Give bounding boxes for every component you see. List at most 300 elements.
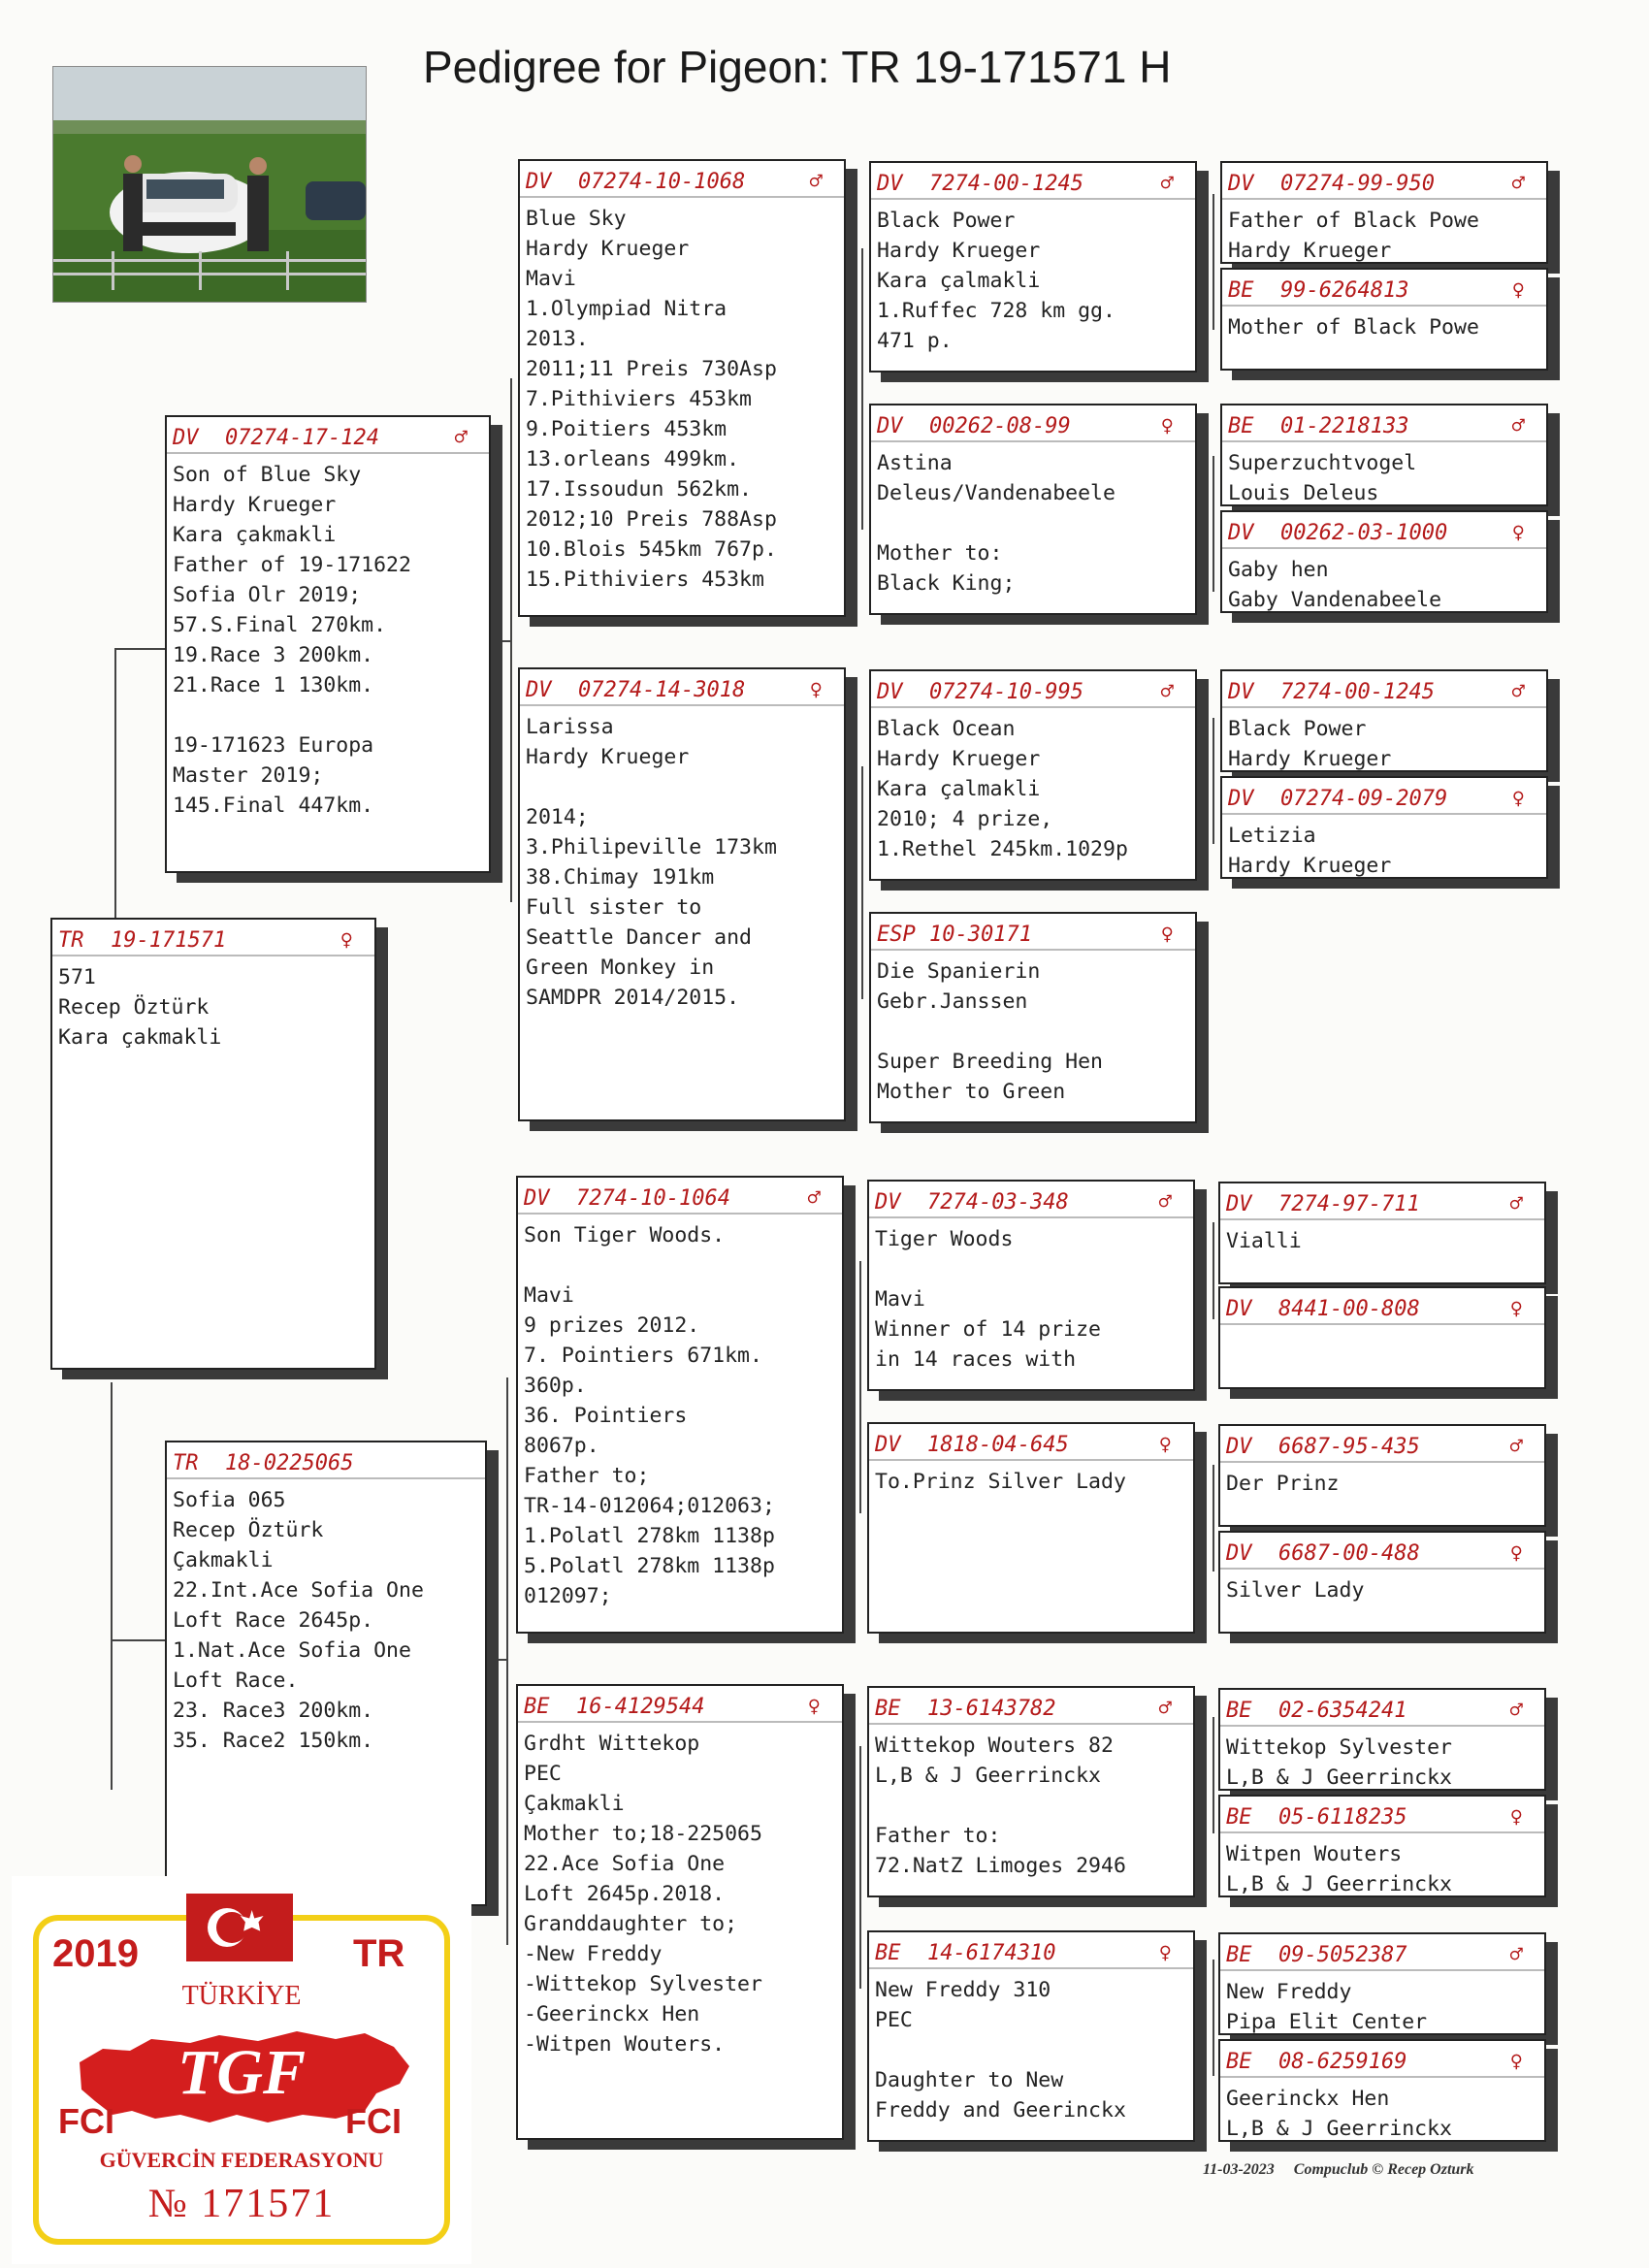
connector [861,248,863,530]
pedigree-line: Kara çakmakli [173,523,337,547]
country-code: DV [524,1185,550,1211]
pedigree-line: Wittekop Wouters 82 [875,1733,1114,1758]
ring-number: 07274-10-1068 [578,169,746,194]
ring-number: 00262-03-1000 [1280,520,1448,545]
pedigree-line: 35. Race2 150km. [173,1729,374,1753]
pedigree-line: Gaby Vandenabeele [1228,588,1442,612]
pedigree-line [877,1017,1189,1047]
country-code: BE [524,1694,550,1719]
pedigree-header [869,1694,1193,1725]
pedigree-line: Daughter to New [875,2068,1064,2092]
ring-number: 8441-00-808 [1278,1296,1420,1321]
pedigree-header [518,1692,842,1723]
sex-icon: ♀ [1511,520,1525,545]
pedigree-line: 7. Pointiers 671km. [524,1344,762,1368]
pedigree-header [1222,518,1546,549]
pedigree-line: Master 2019; [173,763,324,788]
pedigree-line: Tiger Woods [875,1227,1014,1251]
ring-number: 00262-08-99 [929,413,1071,438]
pedigree-line: Der Prinz [1226,1472,1340,1496]
pedigree-line: 360p. [524,1374,587,1398]
pedigree-g1 [1220,161,1548,264]
ring-number: 7274-10-1064 [576,1185,730,1211]
pedigree-line: 2013. [526,327,589,351]
pedigree-header [52,925,374,956]
country-code: BE [1228,413,1254,438]
pedigree-line: Astina [877,451,953,475]
pedigree-line: L,B & J Geerrinckx [1226,1872,1452,1896]
pedigree-line: 145.Final 447km. [173,794,374,818]
pedigree-mother [165,1441,487,1906]
country-code: DV [877,171,903,196]
pedigree-g4 [1220,510,1548,613]
country-code: DV [1226,1296,1252,1321]
pedigree-line: 72.NatZ Limoges 2946 [875,1854,1126,1878]
pedigree-line: Hardy Krueger [1228,854,1392,878]
pedigree-line: -New Freddy [524,1942,663,1966]
pedigree-line: 10.Blois 545km 767p. [526,537,777,562]
sex-icon: ♂ [1158,1189,1172,1215]
pedigree-line: Full sister to [526,895,702,920]
sex-icon: ♀ [1509,1296,1523,1321]
pedigree-line: Hardy Krueger [526,745,690,769]
pedigree-line: 1.Olympiad Nitra [526,297,728,321]
ring-number: 7274-00-1245 [929,171,1083,196]
pedigree-fm [518,667,846,1121]
pedigree-line: PEC [875,2008,913,2032]
pedigree-line: Gebr.Janssen [877,989,1028,1014]
sticker-year: 2019 [52,1932,139,1975]
pedigree-line: Sofia 065 [173,1488,286,1512]
connector [114,648,165,650]
ring-number: 6687-00-488 [1278,1540,1420,1566]
pedigree-line: Green Monkey in [526,956,715,980]
pedigree-line [875,1254,1187,1284]
pedigree-line: Witpen Wouters [1226,1842,1403,1866]
sex-icon: ♂ [1511,679,1525,704]
pedigree-line: To.Prinz Silver Lady [875,1470,1126,1494]
pedigree-line: 1.Nat.Ace Sofia One [173,1638,411,1663]
pedigree-line: -Witpen Wouters. [524,2032,726,2057]
connector [506,1377,508,1945]
sticker-country: TÜRKİYE [181,1981,302,2011]
pedigree-g13 [1218,1688,1546,1791]
pedigree-line: Geerinckx Hen [1226,2087,1390,2111]
connector [1212,718,1214,844]
connector [491,1659,506,1661]
ring-number: 7274-00-1245 [1280,679,1435,704]
country-code: BE [1226,1698,1252,1723]
pedigree-line: 1.Rethel 245km.1029p [877,837,1128,861]
pedigree-fff [869,161,1197,373]
pedigree-line: -Geerinckx Hen [524,2002,700,2026]
pedigree-line: SAMDPR 2014/2015. [526,986,740,1010]
pedigree-subject [50,918,376,1370]
country-code: DV [875,1432,901,1457]
pedigree-line: New Freddy 310 [875,1978,1051,2002]
page-title: Pedigree for Pigeon: TR 19-171571 H [423,42,1172,92]
sticker-fci-right: FCI [345,2101,402,2141]
country-code: BE [875,1696,901,1721]
ring-number: 16-4129544 [576,1694,705,1719]
country-code: DV [526,169,552,194]
pedigree-line: Black King; [877,571,1016,596]
sex-icon: ♀ [1160,413,1174,438]
sex-icon: ♂ [1509,1191,1523,1216]
pedigree-line: Gaby hen [1228,558,1329,582]
sex-icon: ♀ [1511,786,1525,811]
ring-number: 6687-95-435 [1278,1434,1420,1459]
pedigree-line: Deleus/Vandenabeele [877,481,1116,505]
pedigree-line: L,B & J Geerrinckx [1226,1766,1452,1790]
ring-number: 7274-03-348 [927,1189,1069,1215]
pedigree-line: Mavi [524,1283,574,1308]
sex-icon: ♀ [340,927,353,953]
sex-icon: ♀ [1509,1804,1523,1830]
pedigree-line: Loft Race 2645p. [173,1608,374,1633]
owner-photo [52,66,367,303]
pedigree-line: Mother of Black Powe [1228,315,1479,340]
pedigree-line: Recep Öztürk [58,995,210,1020]
pedigree-line: 9 prizes 2012. [524,1313,700,1338]
pedigree-g3 [1220,404,1548,506]
ring-number: 02-6354241 [1278,1698,1407,1723]
country-code: DV [875,1189,901,1215]
ring-number: 1818-04-645 [927,1432,1069,1457]
sex-icon: ♂ [1509,1434,1523,1459]
pedigree-mmf [867,1686,1195,1897]
country-code: DV [877,679,903,704]
ring-number: 07274-14-3018 [578,677,746,702]
sex-icon: ♀ [807,1694,821,1719]
country-code: DV [173,425,199,450]
pedigree-line: Hardy Krueger [1228,747,1392,771]
sticker-fci-left: FCI [58,2101,114,2141]
pedigree-header [167,1448,485,1479]
pedigree-line: 21.Race 1 130km. [173,673,374,697]
pedigree-line: Vialli [1226,1229,1302,1253]
ring-number: 05-6118235 [1278,1804,1407,1830]
country-code: DV [1226,1540,1252,1566]
ring-number: 07274-09-2079 [1280,786,1448,811]
pedigree-header [1220,1432,1544,1463]
pedigree-line: Hardy Krueger [1228,239,1392,263]
ring-sticker [12,1876,471,2264]
pedigree-line: Letizia [1228,824,1316,848]
pedigree-mff [867,1180,1195,1391]
sex-icon: ♀ [1160,922,1174,947]
country-code: DV [1226,1191,1252,1216]
connector [1212,194,1214,330]
pedigree-line: Mavi [875,1287,925,1312]
pedigree-line: Recep Öztürk [173,1518,324,1542]
pedigree-line: 13.orleans 499km. [526,447,740,471]
ring-number: 08-6259169 [1278,2049,1407,2074]
pedigree-line: Father to: [875,1824,1001,1848]
print-date: 11-03-2023 [1203,2161,1275,2178]
sex-icon: ♂ [1158,1696,1172,1721]
pedigree-mf [516,1176,844,1634]
pedigree-header [871,920,1195,951]
pedigree-header [1222,169,1546,200]
pedigree-header [1220,1802,1544,1833]
pedigree-header [871,169,1195,200]
sex-icon: ♂ [1160,171,1174,196]
pedigree-line: Hardy Krueger [877,239,1041,263]
pedigree-line [173,700,483,730]
pedigree-line: -Wittekop Sylvester [524,1972,762,1996]
ring-number: 09-5052387 [1278,1942,1407,1967]
pedigree-g9 [1218,1182,1546,1284]
pedigree-header [1222,411,1546,442]
pedigree-header [869,1938,1193,1969]
ring-number: 19-171571 [111,927,227,953]
connector [859,1261,861,1513]
pedigree-line: 2010; 4 prize, [877,807,1053,831]
ring-number: 07274-99-950 [1280,171,1435,196]
ring-number: 01-2218133 [1280,413,1409,438]
pedigree-line: 22.Ace Sofia One [524,1852,726,1876]
pedigree-line: 23. Race3 200km. [173,1699,374,1723]
pedigree-line: Mother to;18-225065 [524,1822,762,1846]
pedigree-line: Kara çakmakli [58,1025,222,1050]
pedigree-g11 [1218,1424,1546,1527]
pedigree-line: 36. Pointiers [524,1404,688,1428]
pedigree-g6 [1220,776,1548,879]
pedigree-line: 9.Poitiers 453km [526,417,728,441]
connector [1212,1717,1214,1833]
pedigree-line: 8067p. [524,1434,599,1458]
sex-icon: ♀ [1511,277,1525,303]
country-code: DV [1228,520,1254,545]
pedigree-header [1222,677,1546,708]
pedigree-line: Loft Race. [173,1669,299,1693]
pedigree-line: 571 [58,965,96,989]
pedigree-header [520,167,844,198]
pedigree-mm [516,1684,844,2140]
country-code: BE [1226,1942,1252,1967]
pedigree-header [1220,1940,1544,1971]
pedigree-line [875,1791,1187,1821]
pedigree-line: Louis Deleus [1228,481,1379,505]
pedigree-line: Son Tiger Woods. [524,1223,726,1247]
connector [510,378,512,902]
sticker-org: TGF [178,2037,306,2108]
ring-number: 13-6143782 [927,1696,1056,1721]
ring-number: 7274-97-711 [1278,1191,1420,1216]
sticker-code: TR [353,1932,405,1975]
pedigree-line: 1.Polatl 278km 1138p [524,1524,775,1548]
connector [114,648,116,918]
sticker-federation: GÜVERCİN FEDERASYONU [99,2148,384,2172]
country-code: BE [1226,1804,1252,1830]
pedigree-header [1220,1696,1544,1727]
pedigree-line: Mother to: [877,541,1003,566]
pedigree-line: 1.Ruffec 728 km gg. [877,299,1116,323]
pedigree-line [1226,1331,1538,1361]
connector [1212,1222,1214,1319]
footer [1203,2161,1474,2179]
sex-icon: ♂ [1160,679,1174,704]
pedigree-line: Winner of 14 prize [875,1317,1101,1342]
pedigree-line: Pipa Elit Center [1226,2010,1428,2034]
pedigree-line: Black Power [1228,717,1367,741]
pedigree-line: Kara çalmakli [877,777,1041,801]
sticker-number: № 171571 [147,2182,336,2226]
sex-icon: ♀ [1509,2049,1523,2074]
pedigree-line: in 14 races with [875,1347,1077,1372]
country-code: DV [877,413,903,438]
pedigree-line: 2014; [526,805,589,829]
pedigree-line: L,B & J Geerrinckx [1226,2117,1452,2141]
pedigree-header [871,411,1195,442]
pedigree-line: TR-14-012064;012063; [524,1494,775,1518]
country-code: DV [1228,786,1254,811]
sex-icon: ♀ [1158,1432,1172,1457]
pedigree-header [869,1430,1193,1461]
sex-icon: ♂ [1511,171,1525,196]
pedigree-line: Hardy Krueger [877,747,1041,771]
pedigree-line: 15.Pithiviers 453km [526,567,764,592]
pedigree-g15 [1218,1932,1546,2035]
country-code: TR [58,927,84,953]
sex-icon: ♂ [1511,413,1525,438]
pedigree-line: 22.Int.Ace Sofia One [173,1578,424,1603]
pedigree-header [1220,1294,1544,1325]
pedigree-g10 [1218,1286,1546,1389]
sex-icon: ♀ [1158,1940,1172,1965]
sex-icon: ♂ [809,169,823,194]
connector [859,1746,861,1989]
country-code: BE [875,1940,901,1965]
pedigree-line: Die Spanierin [877,959,1041,984]
pedigree-line [875,2035,1187,2065]
pedigree-line: Father of Black Powe [1228,209,1479,233]
pedigree-line: 57.S.Final 270km. [173,613,387,637]
pedigree-header [1222,275,1546,307]
pedigree-line: 471 p. [877,329,953,353]
pedigree-line [877,508,1189,538]
pedigree-line: Grdht Wittekop [524,1732,700,1756]
pedigree-father [165,415,491,873]
sex-icon: ♂ [1509,1698,1523,1723]
connector [861,766,863,999]
pedigree-line: Larissa [526,715,614,739]
sex-icon: ♀ [809,677,823,702]
pedigree-line: 19-171623 Europa [173,733,374,758]
pedigree-line: Silver Lady [1226,1578,1365,1603]
pedigree-line: Son of Blue Sky [173,463,362,487]
country-code: DV [526,677,552,702]
pedigree-line: 19.Race 3 200km. [173,643,374,667]
ring-number: 07274-17-124 [225,425,379,450]
pedigree-line: 3.Philipeville 173km [526,835,777,859]
pedigree-line [526,772,838,802]
pedigree-line: Wittekop Sylvester [1226,1735,1452,1760]
turkish-flag-icon [186,1894,293,1961]
ring-number: 14-6174310 [927,1940,1056,1965]
pedigree-line: Father of 19-171622 [173,553,411,577]
pedigree-line: Mother to Green [877,1080,1066,1104]
ring-number: 18-0225065 [225,1450,354,1475]
pedigree-g2 [1220,268,1548,371]
pedigree-line: New Freddy [1226,1980,1352,2004]
connector [491,640,510,642]
pedigree-line: 17.Issoudun 562km. [526,477,752,502]
pedigree-line: Hardy Krueger [173,493,337,517]
ring-number: 07274-10-995 [929,679,1083,704]
pedigree-line: L,B & J Geerrinckx [875,1764,1101,1788]
pedigree-line: Blue Sky [526,207,627,231]
country-code: DV [1226,1434,1252,1459]
pedigree-line: PEC [524,1762,562,1786]
country-code: DV [1228,171,1254,196]
pedigree-g5 [1220,669,1548,772]
pedigree-line: Black Power [877,209,1016,233]
pedigree-line: Hardy Krueger [526,237,690,261]
pedigree-line: 2011;11 Preis 730Asp [526,357,777,381]
country-code: TR [173,1450,199,1475]
pedigree-ff [518,159,846,617]
connector [111,1639,165,1641]
pedigree-mmm [867,1930,1195,2142]
ring-number: 99-6264813 [1280,277,1409,303]
pedigree-line: Granddaughter to; [524,1912,738,1936]
pedigree-header [1220,1539,1544,1570]
pedigree-line: Super Breeding Hen [877,1050,1103,1074]
connector [111,1382,113,1790]
pedigree-line: Loft 2645p.2018. [524,1882,726,1906]
pedigree-header [871,677,1195,708]
pedigree-fmm [869,912,1197,1123]
pedigree-line: Sofia Olr 2019; [173,583,362,607]
pedigree-header [869,1187,1193,1218]
pedigree-fmf [869,669,1197,881]
pedigree-header [1220,1189,1544,1220]
sex-icon: ♂ [1509,1942,1523,1967]
pedigree-line: Kara çalmakli [877,269,1041,293]
pedigree-line: Superzuchtvogel [1228,451,1417,475]
pedigree-header [518,1183,842,1215]
pedigree-mfm [867,1422,1195,1634]
pedigree-line: 38.Chimay 191km [526,865,715,890]
pedigree-line [524,1250,836,1280]
country-code: ESP [877,922,916,947]
pedigree-line: Father to; [524,1464,650,1488]
pedigree-line: Seattle Dancer and [526,925,752,950]
connector [1212,1960,1214,2076]
pedigree-header [1220,2047,1544,2078]
sex-icon: ♂ [807,1185,821,1211]
connector [1212,1465,1214,1571]
pedigree-g14 [1218,1795,1546,1897]
pedigree-line: Freddy and Geerinckx [875,2098,1126,2122]
sex-icon: ♂ [454,425,468,450]
pedigree-header [520,675,844,706]
pedigree-g16 [1218,2039,1546,2142]
pedigree-line: 5.Polatl 278km 1138p [524,1554,775,1578]
connector [1212,456,1214,592]
pedigree-header [167,423,489,454]
country-code: DV [1228,679,1254,704]
pedigree-line: 7.Pithiviers 453km [526,387,752,411]
pedigree-ffm [869,404,1197,615]
sex-icon: ♀ [1509,1540,1523,1566]
pedigree-line: Black Ocean [877,717,1016,741]
pedigree-line: 012097; [524,1584,612,1608]
pedigree-line: 2012;10 Preis 788Asp [526,507,777,532]
pedigree-line: Çakmakli [524,1792,625,1816]
